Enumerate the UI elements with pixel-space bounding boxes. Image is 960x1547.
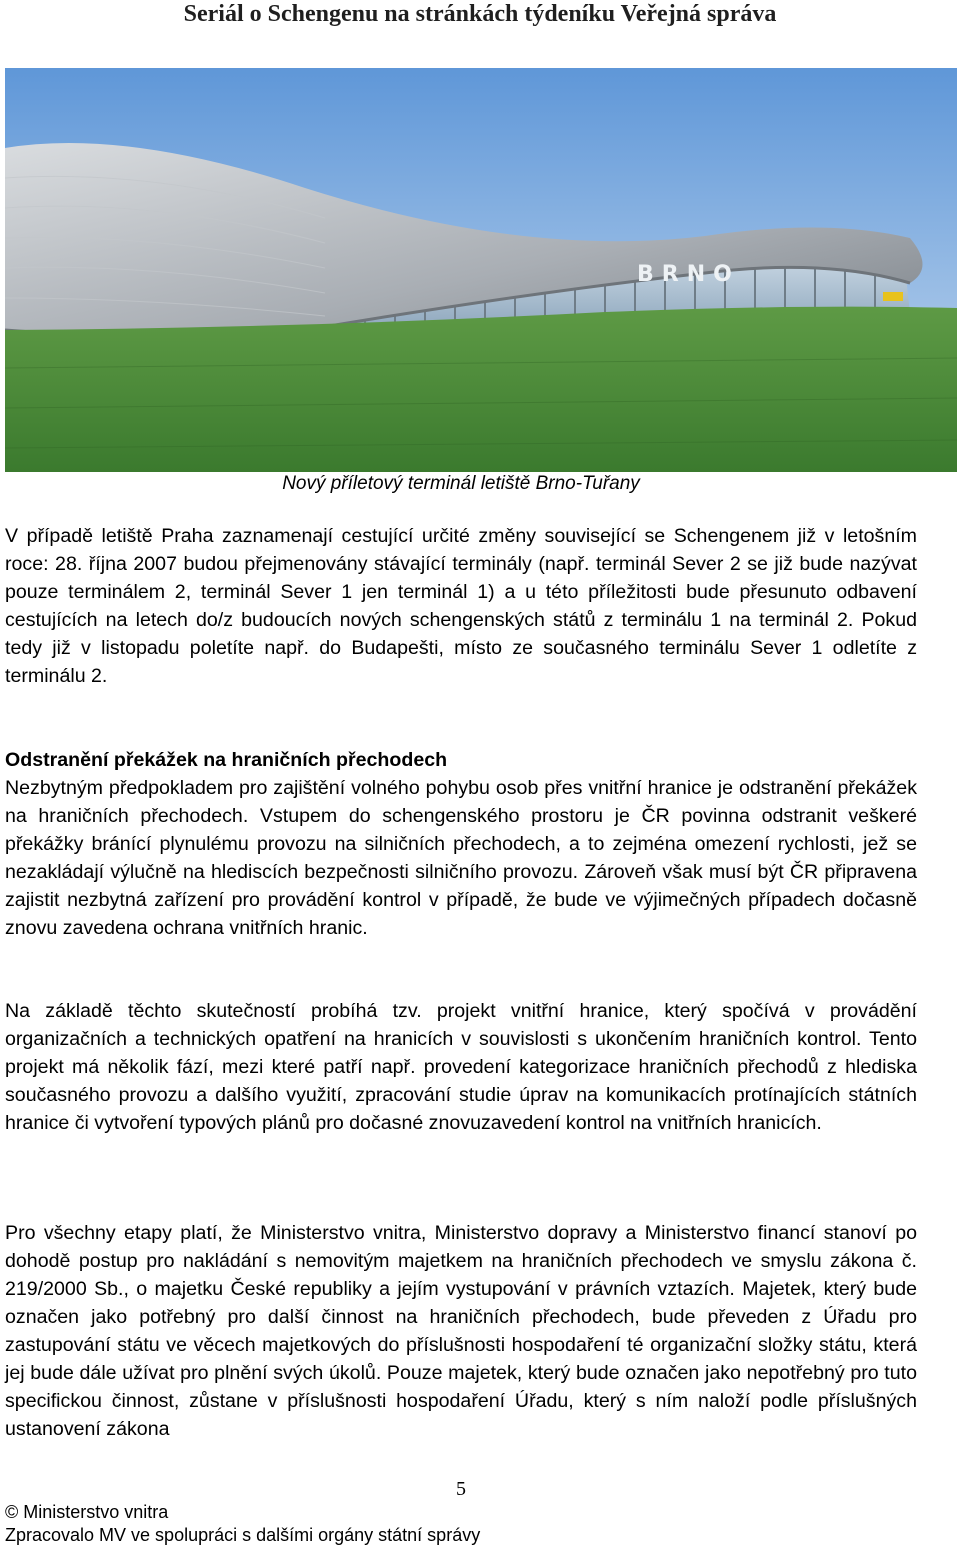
section-border-crossings xyxy=(5,746,917,942)
photo-caption: Nový příletový terminál letiště Brno-Tuřany xyxy=(282,473,640,494)
paragraph-prague-airport: V případě letiště Praha zaznamenají cestující určité změny související se Schengenem již v letošním roce: 28. října 2007 budou přejmenovány stávající terminály (např. terminál Sever 2 se již bude nazývat pouze terminálem 2, terminál Sever 1 jen terminál 1) a u této příležitosti bude přesunuto odbavení cestujících na letech do/z budoucích nových schengenských států z terminálu 1 na terminál 2. Pokud tedy již v listopadu poletíte např. do Budapešti, místo ze současného terminálu Sever 1 odletíte z terminálu 2. xyxy=(5,525,917,687)
footer-copyright: © Ministerstvo vnitra xyxy=(5,1502,169,1522)
yellow-vehicle xyxy=(883,292,903,301)
terminal-photo xyxy=(5,68,957,472)
page-header-title: Seriál o Schengenu na stránkách týdeníku Veřejná správa xyxy=(183,1,777,27)
paragraph-internal-border-project: Na základě těchto skutečností probíhá tzv. projekt vnitřní hranice, který spočívá v provádění organizačních a technických opatření na hranicích v souvislosti s ukončením hraničních kontrol. Tento projekt má několik fází, mezi které patří např. provedení kategorizace hraničních přechodů z hlediska současného provozu a dalšího využití, zpracování studie úprav na komunikacích protínajících státních hranice či vytvoření typových plánů pro dočasné znovuzavedení kontrol na vnitřních hranicích. xyxy=(5,1000,917,1134)
page-number: 5 xyxy=(456,1478,466,1500)
footer-credit: Zpracovalo MV ve spolupráci s dalšími orgány státní správy xyxy=(5,1525,481,1545)
paragraph-obstacles: Nezbytným předpokladem pro zajištění volného pohybu osob přes vnitřní hranice je odstranění překážek na hraničních přechodech. Vstupem do schengenského prostoru je ČR povinna odstranit veškeré překážky bránící plynulému provozu na silničních přechodech, a to zejména omezení rychlosti, jež se nezakládají výlučně na hlediscích bezpečnosti silničního provozu. Zároveň však musí být ČR připravena zajistit nezbytná zařízení pro provádění kontrol v případě, že bude ve výjimečných případech dočasně znovu zavedena ochrana vnitřních hranic. xyxy=(5,777,917,939)
section-heading: Odstranění překážek na hraničních přechodech xyxy=(5,749,448,771)
brno-sign: BRNO xyxy=(637,262,740,287)
paragraph-property-handling: Pro všechny etapy platí, že Ministerstvo vnitra, Ministerstvo dopravy a Ministerstvo financí stanoví po dohodě postup pro nakládání s nemovitým majetkem na hraničních přechodech ve smyslu zákona č. 219/2000 Sb., o majetku České republiky a jejím vystupování v právních vztazích. Majetek, který bude označen jako potřebný pro další činnost na hraničních přechodech, bude převeden z Úřadu pro zastupování státu ve věcech majetkových do příslušnosti hospodaření té organizační složky státu, která jej bude dále užívat pro plnění svých úkolů. Pouze majetek, který bude označen jako nepotřebný pro tuto specifickou činnost, zůstane v příslušnosti hospodaření Úřadu, který s ním naloží podle příslušných ustanovení zákona xyxy=(5,1222,917,1440)
